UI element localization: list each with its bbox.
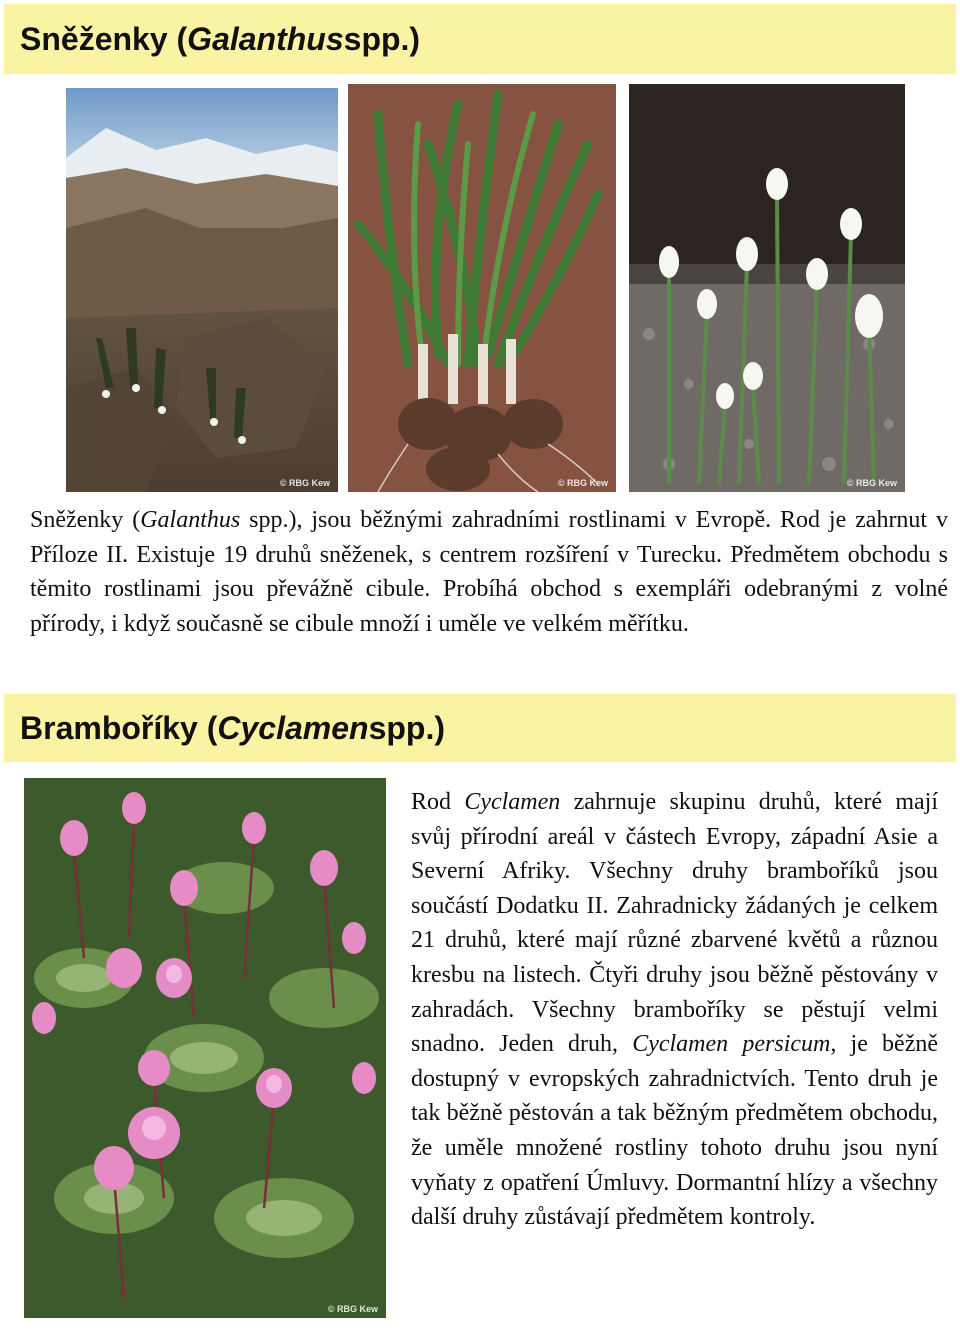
paragraph-species: Cyclamen persicum bbox=[632, 1031, 831, 1058]
snowdrops-paragraph bbox=[30, 503, 948, 641]
alpine-habitat-photo bbox=[66, 88, 338, 492]
photo-watermark: © RBG Kew bbox=[557, 478, 608, 488]
cyclamen-photo bbox=[24, 778, 386, 1318]
bulbs-photo bbox=[348, 84, 616, 492]
heading-text: Bramboříky ( bbox=[20, 709, 218, 746]
photo-watermark: © RBG Kew bbox=[846, 478, 897, 488]
paragraph-text: Sněženky ( bbox=[30, 507, 141, 533]
heading-genus: Galanthus bbox=[187, 20, 344, 57]
paragraph-genus: Galanthus bbox=[140, 507, 241, 533]
heading-genus: Cyclamen bbox=[217, 709, 369, 746]
cyclamen-paragraph bbox=[411, 785, 938, 1235]
photo-watermark: © RBG Kew bbox=[279, 478, 330, 488]
snowdrops-heading bbox=[4, 4, 956, 74]
snowdrop-flowers-photo bbox=[629, 84, 905, 492]
paragraph-genus: Cyclamen bbox=[464, 789, 561, 815]
heading-text-end: spp.) bbox=[368, 709, 446, 746]
heading-text: Sněženky ( bbox=[20, 20, 188, 57]
paragraph-text: spp.), jsou běžnými zahradními rostlinami v Evropě. Rod je zahrnut v Příloze II. Existuje 19 druhů sněženek, s centrem rozšíření v Turecku. Předmětem obchodu s těmito rostlinami jsou převážně cibule. Probíhá obchod s exempláři odebranými z volné přírody, i když současně se cibule množí i uměle ve velkém měřítku. bbox=[30, 507, 948, 637]
heading-text-end: spp.) bbox=[343, 20, 421, 57]
paragraph-text: Rod bbox=[411, 789, 465, 815]
photo-watermark: © RBG Kew bbox=[327, 1304, 378, 1314]
paragraph-text: , je běžně dostupný v evropských zahradnictvích. Tento druh je tak běžně pěstován a tak běžným předmětem obchodu, že uměle množené rostliny tohoto druhu jsou nyní vyňaty z opatření Úmluvy. Dormantní hlízy a všechny další druhy zůstávají předmětem kontroly. bbox=[411, 1031, 938, 1231]
cyclamen-heading bbox=[4, 694, 956, 762]
paragraph-text: zahrnuje skupinu druhů, které mají svůj přírodní areál v částech Evropy, západní Asie a Severní Afriky. Všechny druhy bramboříků jsou součástí Dodatku II. Zahradnicky žádaných je celkem 21 druhů, které mají různé zbarvené květů a různou kresbu na listech. Čtyři druhy jsou běžně pěstovány v zahradách. Všechny bramboříky se pěstují velmi snadno. Jeden druh, bbox=[411, 789, 938, 1058]
